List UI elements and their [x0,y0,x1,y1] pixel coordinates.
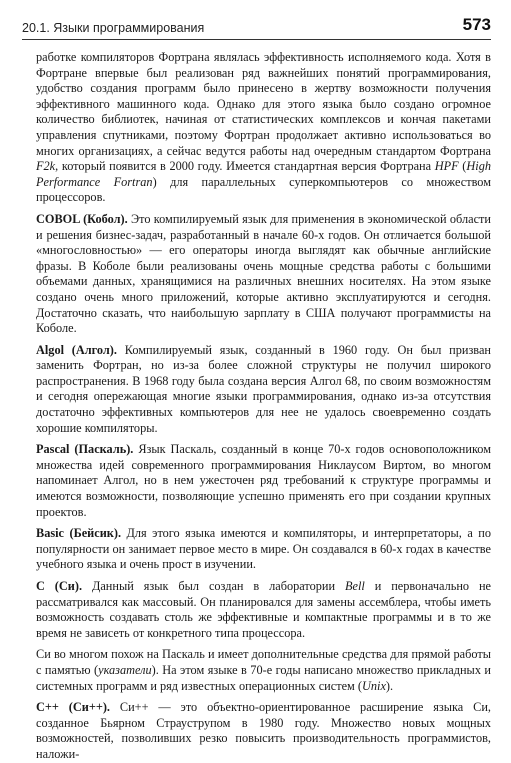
paragraph [36,526,491,573]
italic-text: указатели [98,662,152,677]
text-run: Данный язык был создан в лаборатории [82,579,345,593]
term-heading: Basic (Бейсик). [36,526,122,541]
text-run: Язык Паскаль, созданный в конце 70-х годов основоположником множества идей современного программирования Никлаусом Виртом, во многом напоминает Алгол, но в нем ужесточен ряд требований к структуре программы и имеются возможности, позволяющие успешно применять его при создании крупных проектов. [36,442,491,519]
text-run: ) для параллельных суперкомпьютеров со множеством процессоров. [36,174,491,205]
paragraph [36,50,491,206]
paragraph [36,343,491,437]
italic-text: HPF [434,159,459,174]
running-title: 20.1. Языки программирования [22,21,205,35]
italic-text: High Performance Fortran [36,159,492,189]
page-header [22,0,491,40]
term-heading: COBOL (Кобол). [36,211,128,226]
paragraph [36,647,491,694]
text-run: , который появится в 2000 году. Имеется стандартная версия Фортрана [55,159,435,174]
term-heading: С (Си). [36,579,83,593]
term-heading: Pascal (Паскаль). [36,442,134,457]
text-run: Это компилируемый язык для применения в экономической области и решения бизнес-задач, разработанный в начале 60-х годов. Он отличается большой «многословностью» — его операторы иногда выглядят как обычные английские фразы. В Коболе были реализованы очень мощные средства работы с большими объемами данных, хранящимися на различных внешних носителях. На этом языке создано очень много приложений, которые активно эксплуатируются и сегодня. Достаточно сказать, что наибольшую зарплату в США получают программисты на Коболе. [36,211,491,336]
paragraph [36,579,491,641]
text-run: Си во многом похож на Паскаль и имеет дополнительные средства для прямой работы с памятью ( [36,647,491,677]
text-run: ). На этом языке в 70-е годы написано множество прикладных и системных программ и ряд известных операционных систем ( [36,662,491,693]
text-run: Для этого языка имеются и компиляторы, и интерпретаторы, а по популярности он занимает первое место в мире. Он создавался в 60-х годах в качестве учебного языка и очень прост в изучении. [36,526,491,572]
italic-text: Unix [362,678,386,693]
text-run: работке компиляторов Фортрана являлась эффективность исполняемого кода. Хотя в Фортране впервые был реализован ряд важнейших понятий программирования, удобство создания программ было принесено в жертву возможности получения эффективного машинного кода. Однако для этого языка было создано огромное количество библиотек, начиная от статистических комплексов и кончая пакетами управления спутниками, поэтому Фортран продолжает активно использоваться во многих организациях, а сейчас ведутся работы над очередным стандартом Фортрана [36,50,491,158]
text-run: ). [385,678,394,693]
paragraph [36,442,491,520]
term-heading: Algol (Алгол). [36,342,117,357]
italic-text: Bell [345,579,365,593]
text-run: Компилируемый язык, созданный в 1960 году. Он был призван заменить Фортран, но из-за более сложной структуры не получил широкого распространения. В 1968 году была создана версия Алгол 68, по своим возможностям и сегодня опережающая многие языки программирования, однако из-за отсутствия достаточно эффективных компьютеров для нее не удалось своевременно создать хорошие компиляторы. [36,342,491,435]
text-run: Си++ — это объектно-ориентированное расширение языка Си, созданное Бьярном Страуструпом в 1980 году. Множество новых мощных возможностей, позволивших резко повысить производительность программистов, наложи- [36,700,491,761]
text-run: и первоначально не рассматривался как массовый. Он планировался для замены ассемблера, чтобы иметь возможность создавать столь же эффективные и компактные программы и в то же время не зависеть от конкретного типа процессора. [36,579,492,640]
paragraph [36,700,491,762]
term-heading: С++ (Си++). [36,700,111,715]
page-number: 573 [462,15,491,34]
text-run: ( [458,159,467,174]
italic-text: F2k [36,159,56,174]
paragraph [36,212,491,337]
body-text [36,50,492,761]
